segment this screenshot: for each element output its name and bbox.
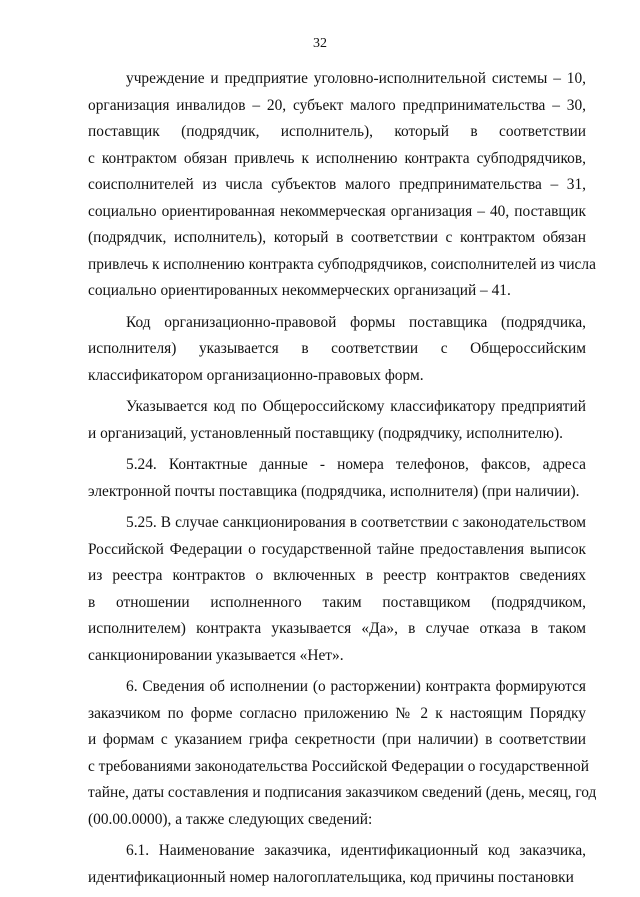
paragraph (88, 310, 586, 390)
text-line: социально ориентированная некоммерческая организация – 40, поставщик (88, 202, 586, 220)
text-line: из реестра контрактов о включенных в реестр контрактов сведениях (88, 567, 586, 584)
text-line: (подрядчик, исполнитель), который в соответствии с контрактом обязан (88, 229, 586, 246)
text-line: поставщик (подрядчик, исполнитель), который в соответствии (88, 123, 586, 140)
text-line: Код организационно-правовой формы поставщика (подрядчика, (126, 313, 586, 331)
paragraph (88, 510, 586, 669)
paragraph (88, 674, 597, 833)
text-line: привлечь к исполнению контракта субподрядчиков, соисполнителей из числа (88, 255, 596, 273)
text-line: с контрактом обязан привлечь к исполнению контракта субподрядчиков, (88, 149, 586, 167)
text-line: 5.24. Контактные данные - номера телефонов, факсов, адреса (126, 456, 586, 473)
text-line: Указывается код по Общероссийскому классификатору предприятий (126, 398, 586, 415)
text-line: 6. Сведения об исполнении (о расторжении) контракта формируются (126, 678, 586, 695)
text-line: и организаций, установленный поставщику (подрядчику, исполнителю). (88, 424, 563, 442)
text-line: соисполнителей из числа субъектов малого предпринимательства – 31, (88, 176, 586, 193)
text-line: организация инвалидов – 20, субъект малого предпринимательства – 30, (88, 96, 586, 114)
text-line: электронной почты поставщика (подрядчика, исполнителя) (при наличии). (88, 482, 580, 500)
paragraph (88, 66, 596, 305)
page-number: 32 (313, 36, 327, 51)
text-line: заказчиком по форме согласно приложению № 2 к настоящим Порядку (88, 704, 586, 722)
text-line: социально ориентированных некоммерческих организаций – 41. (88, 282, 511, 299)
text-line: 6.1. Наименование заказчика, идентификационный код заказчика, (126, 842, 586, 859)
text-line: тайне, даты составления и подписания заказчиком сведений (день, месяц, год (88, 784, 597, 801)
text-line: 5.25. В случае санкционирования в соответствии с законодательством (126, 514, 586, 531)
paragraph (88, 452, 586, 505)
text-line: в отношении исполненного таким поставщиком (подрядчиком, (88, 593, 586, 611)
document-body (88, 66, 597, 891)
text-line: учреждение и предприятие уголовно-исполнительной системы – 10, (126, 70, 586, 87)
text-line: (00.00.0000), а также следующих сведений: (88, 810, 373, 828)
text-line: идентификационный номер налогоплательщика, код причины постановки (88, 868, 574, 886)
text-line: с требованиями законодательства Российской Федерации о государственной (88, 757, 589, 775)
paragraph (88, 838, 586, 891)
text-line: санкционировании указывается «Нет». (88, 646, 344, 664)
text-line: исполнителя) указывается в соответствии с Общероссийским (88, 340, 586, 357)
text-line: классификатором организационно-правовых форм. (88, 366, 424, 384)
text-line: исполнителем) контракта указывается «Да», в случае отказа в таком (88, 620, 586, 637)
paragraph (88, 394, 586, 447)
text-line: Российской Федерации о государственной тайне предоставления выписок (88, 540, 586, 558)
text-line: и формам с указанием грифа секретности (при наличии) в соответствии (88, 731, 586, 748)
